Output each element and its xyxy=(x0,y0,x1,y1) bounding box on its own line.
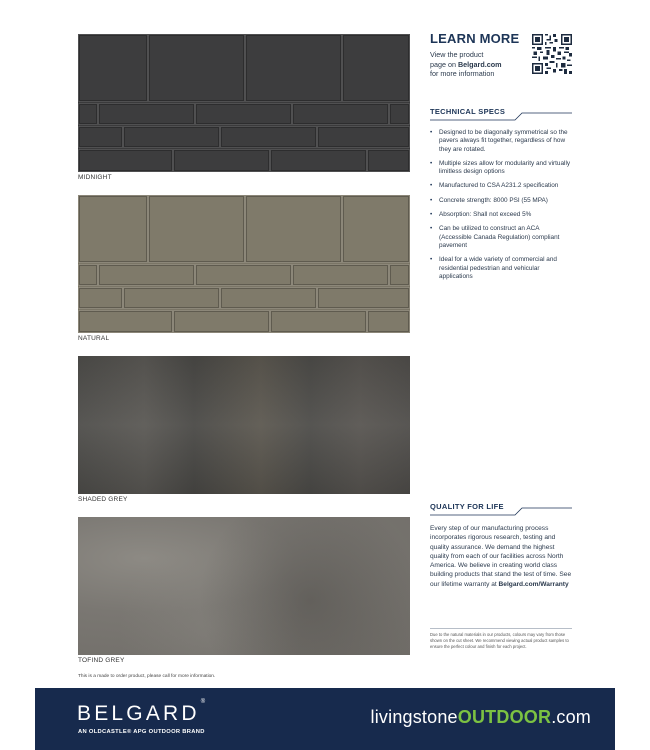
technical-specs-heading xyxy=(430,107,572,121)
brand-tagline: AN OLDCASTLE® APG OUTDOOR BRAND xyxy=(78,729,205,735)
disclaimer-divider xyxy=(430,628,572,629)
spec-item: • Absorption: Shall not exceed 5% xyxy=(430,211,572,219)
spec-item: • Multiple sizes allow for modularity and virtually limitless design options xyxy=(430,160,572,177)
spec-item: • Concrete strength: 8000 PSI (55 MPA) xyxy=(430,197,572,205)
spec-item: • Ideal for a wide variety of commercial and residential pedestrian and vehicular applications xyxy=(430,256,572,281)
registered-mark: ® xyxy=(200,699,206,705)
technical-specs-title: TECHNICAL SPECS xyxy=(430,107,506,116)
warranty-link[interactable]: Belgard.com/Warranty xyxy=(498,580,569,588)
swatch-shaded-grey xyxy=(78,356,410,503)
tofind-grey-paver-image xyxy=(78,517,410,655)
order-note: This is a made to order product, please call for more information. xyxy=(78,674,216,679)
website-link[interactable] xyxy=(371,707,591,728)
swatch-label-natural: NATURAL xyxy=(78,335,110,342)
learn-more-title: LEARN MORE xyxy=(430,31,520,46)
spec-item: • Can be utilized to construct an ACA (Accessible Canada Regulation) compliant pavement xyxy=(430,225,572,250)
quality-title: QUALITY FOR LIFE xyxy=(430,502,504,511)
learn-more-line2-prefix: page on xyxy=(430,59,458,69)
swatch-natural xyxy=(78,195,410,342)
quality-body xyxy=(430,524,575,589)
site-highlight: OUTDOOR xyxy=(457,707,552,727)
belgard-logo[interactable] xyxy=(77,699,206,726)
natural-paver-image xyxy=(78,195,410,333)
swatch-label-tofind-grey: TOFIND GREY xyxy=(78,657,125,664)
quality-heading xyxy=(430,502,572,516)
quality-text: Every step of our manufacturing process incorporates rigorous research, testing and quality assurance. We demand the highest quality from each of our facilities across North America. We believe in creating world class building products that stand the test of time. See our lifetime warranty at xyxy=(430,525,572,588)
swatch-tofind-grey xyxy=(78,517,410,664)
qr-code-icon[interactable] xyxy=(532,34,572,74)
site-prefix: livingstone xyxy=(370,707,458,727)
technical-specs-list xyxy=(430,129,572,287)
learn-more-line1: View the product xyxy=(430,50,484,59)
learn-more-line3: for more information xyxy=(430,69,495,78)
midnight-paver-image xyxy=(78,34,410,172)
shaded-grey-paver-image xyxy=(78,356,410,494)
colour-disclaimer: Due to the natural materials in our products, colours may vary from those shown on the cut sheet. We recommend viewing actual product samples to ensure the perfect colour and finish for each project. xyxy=(430,632,569,649)
swatch-label-shaded-grey: SHADED GREY xyxy=(78,496,128,503)
footer-banner xyxy=(35,688,615,750)
swatch-label-midnight: MIDNIGHT xyxy=(78,174,112,181)
learn-more-body xyxy=(430,50,520,79)
belgard-link[interactable]: Belgard.com xyxy=(457,59,502,69)
site-suffix: .com xyxy=(551,707,591,727)
spec-item: • Manufactured to CSA A231.2 specification xyxy=(430,182,572,190)
spec-item: • Designed to be diagonally symmetrical so the pavers always fit together, regardless of how they are rotated. xyxy=(430,129,572,154)
brand-name: BELGARD xyxy=(77,702,200,725)
swatch-midnight xyxy=(78,34,410,181)
